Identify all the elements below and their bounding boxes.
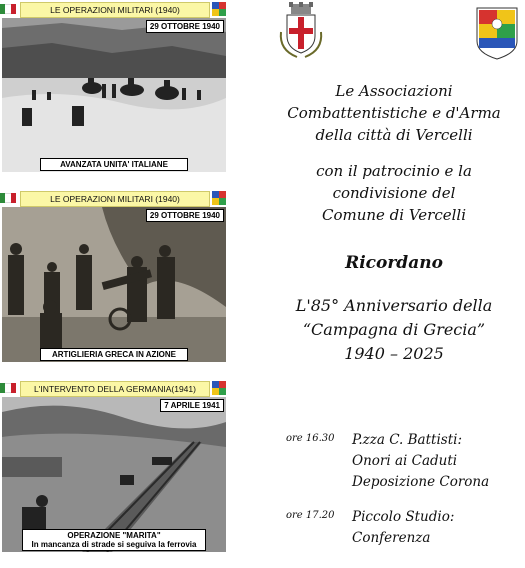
panel-caption: ARTIGLIERIA GRECA IN AZIONE bbox=[40, 348, 188, 361]
schedule-time: ore 16.30 bbox=[286, 433, 335, 444]
anniversary-line: L'85° Anniversario della bbox=[295, 296, 493, 315]
heading-line: della città di Vercelli bbox=[315, 126, 473, 144]
panel-caption bbox=[22, 529, 206, 551]
italian-flag-icon bbox=[0, 383, 16, 393]
panel-caption-subtitle: In mancanza di strade si seguiva la ferrovia bbox=[31, 540, 197, 549]
heading-line: Combattentistiche e d'Arma bbox=[287, 104, 501, 122]
event-line: Piccolo Studio: bbox=[352, 509, 455, 525]
schedule-time: ore 17.20 bbox=[286, 510, 335, 521]
schedule-event bbox=[352, 507, 454, 549]
panel-banner: LE OPERAZIONI MILITARI (1940) bbox=[20, 2, 210, 18]
event-line: Onori ai Caduti bbox=[352, 453, 458, 469]
anniversary-years: 1940 – 2025 bbox=[344, 344, 444, 363]
anniversary-line: “Campagna di Grecia” bbox=[302, 320, 486, 339]
association-logo-icon bbox=[212, 191, 226, 205]
photo-greek-artillery bbox=[2, 207, 226, 362]
panel-date: 29 OTTOBRE 1940 bbox=[146, 20, 224, 33]
patronage-line: condivisione del bbox=[332, 184, 456, 202]
panel-banner: L'INTERVENTO DELLA GERMANIA(1941) bbox=[20, 381, 210, 397]
panel-caption: AVANZATA UNITA' ITALIANE bbox=[40, 158, 188, 171]
photo-panel-1 bbox=[0, 2, 228, 172]
panel-date: 7 APRILE 1941 bbox=[160, 399, 224, 412]
organizers-heading bbox=[268, 80, 520, 146]
photo-soldiers-crossing-river bbox=[2, 18, 226, 172]
photo-panel-3 bbox=[0, 381, 228, 552]
heading-line: Le Associazioni bbox=[335, 82, 453, 100]
schedule-event bbox=[352, 430, 489, 493]
event-line: Deposizione Corona bbox=[352, 474, 490, 490]
panel-caption-title: OPERAZIONE "MARITA" bbox=[67, 531, 161, 540]
vercelli-coat-of-arms-icon bbox=[277, 2, 325, 60]
patronage-line: con il patrocinio e la bbox=[316, 162, 472, 180]
patronage-text bbox=[268, 160, 520, 226]
photo-panel-2 bbox=[0, 191, 228, 362]
combattenti-association-emblem-icon bbox=[474, 5, 520, 61]
anniversary-title bbox=[268, 294, 520, 366]
ricordano-title: Ricordano bbox=[345, 253, 443, 273]
event-line: Conferenza bbox=[352, 530, 431, 546]
panel-date: 29 OTTOBRE 1940 bbox=[146, 209, 224, 222]
panel-banner: LE OPERAZIONI MILITARI (1940) bbox=[20, 191, 210, 207]
italian-flag-icon bbox=[0, 193, 16, 203]
event-line: P.zza C. Battisti: bbox=[352, 432, 462, 448]
association-logo-icon bbox=[212, 2, 226, 16]
patronage-line: Comune di Vercelli bbox=[321, 206, 467, 224]
italian-flag-icon bbox=[0, 4, 16, 14]
association-logo-icon bbox=[212, 381, 226, 395]
